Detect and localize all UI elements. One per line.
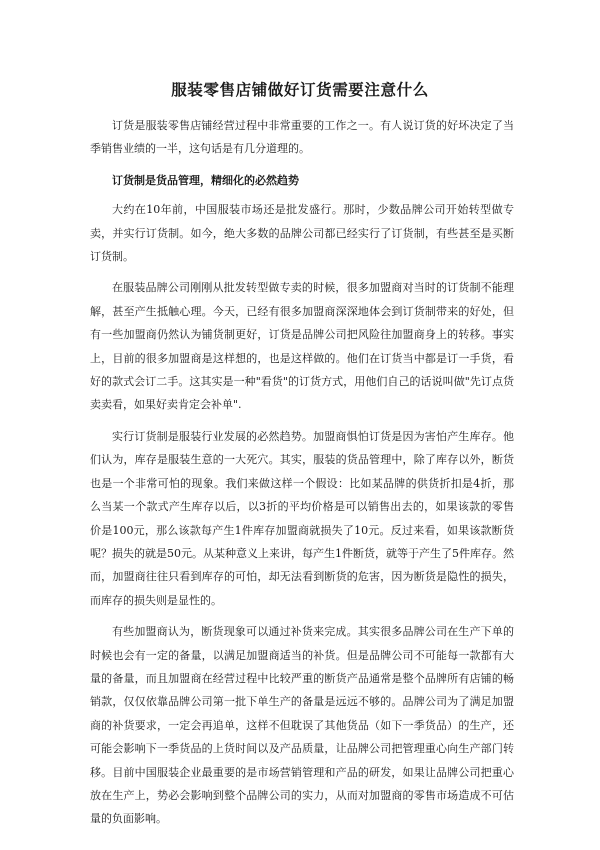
document-title: 服装零售店铺做好订货需要注意什么 (171, 80, 429, 99)
body-paragraph-4: 有些加盟商认为，断货现象可以通过补货来完成。其实很多品牌公司在生产下单的时候也会有一定的备量，以满足加盟商适当的补货。但是品牌公司不可能每一款都有大量的备量，而且加盟商在经营过程中比较严重的断货产品通常是整个品牌所有店铺的畅销款，仅仅依靠品牌公司第一批下单生产的备量是远远不够的。品牌公司为了满足加盟商的补货要求，一定会再追单，这样不但耽误了其他货品（如下一季货品）的生产，还可能会影响下一季货品的上货时间以及产品质量，让品牌公司把管理重心向生产部门转移。目前中国服装企业最重要的是市场营销管理和产品的研发，如果让品牌公司把重心放在生产上，势必会影响到整个品牌公司的实力，从而对加盟商的零售市场造成不可估量的负面影响。 (90, 625, 514, 826)
body-paragraph-3: 实行订货制是服装行业发展的必然趋势。加盟商惧怕订货是因为害怕产生库存。他们认为，库存是服装生意的一大死穴。其实，服装的货品管理中，除了库存以外，断货也是一个非常可怕的现象。我们来做这样一个假设：比如某品牌的供货折扣是4折，那么当某一个款式产生库存以后，以3折的平均价格是可以销售出去的，如果该款的零售价是100元，那么该款每产生1件库存加盟商就损失了10元。反过来看，如果该款断货呢？损失的就是50元。从某种意义上来讲，每产生1件断货，就等于产生了5件库存。然而，加盟商往往只看到库存的可怕，却无法看到断货的危害，因为断货是隐性的损失，而库存的损失则是显性的。 (90, 429, 514, 607)
document-body (90, 114, 514, 839)
body-paragraph-1: 大约在10年前，中国服装市场还是批发盛行。那时，少数品牌公司开始转型做专卖，并实行订货制。如今，绝大多数的品牌公司都已经实行了订货制，有些甚至是买断订货制。 (90, 203, 514, 264)
intro-paragraph: 订货是服装零售店铺经营过程中非常重要的工作之一。有人说订货的好坏决定了当季销售业绩的一半，这句话是有几分道理的。 (90, 119, 514, 156)
section-heading: 订货制是货品管理，精细化的必然趋势 (112, 173, 299, 187)
body-paragraph-2: 在服装品牌公司刚刚从批发转型做专卖的时候，很多加盟商对当时的订货制不能理解，甚至产生抵触心理。今天，已经有很多加盟商深深地体会到订货制带来的好处，但有一些加盟商仍然认为铺货制更好，订货是品牌公司把风险往加盟商身上的转移。事实上，目前的很多加盟商是这样想的，也是这样做的。他们在订货当中都是订一手货，看好的款式会订二手。这其实是一种"看货"的订货方式，用他们自己的话说叫做"先订点货卖卖看，如果好卖肯定会补单". (90, 281, 514, 412)
